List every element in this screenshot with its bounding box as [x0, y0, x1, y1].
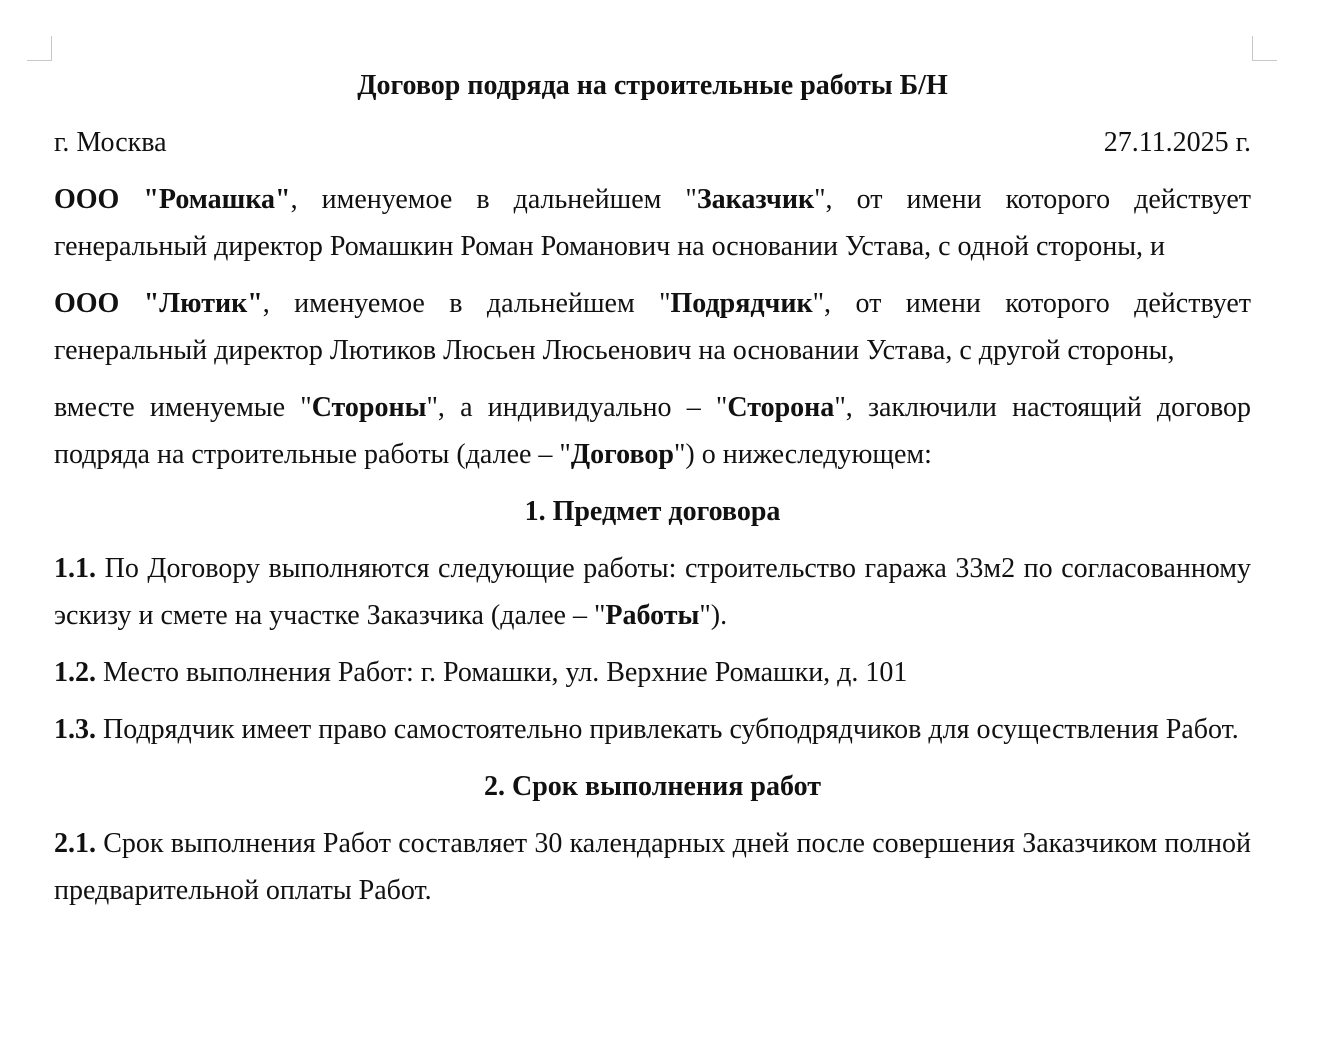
party-customer-paragraph [54, 176, 1251, 270]
document-date: 27.11.2025 г. [1103, 127, 1251, 158]
clause-1-3 [54, 706, 1251, 753]
clause-1-2-number: 1.2. [54, 657, 96, 688]
document-page[interactable] [54, 62, 1251, 924]
document-city: г. Москва [54, 127, 167, 158]
together-text-3: ", заключили настоящий договор подряда на строительные работы (далее – " [54, 392, 1251, 470]
together-text-2: ", а индивидуально – " [426, 392, 728, 423]
clause-1-1 [54, 545, 1251, 639]
together-text-4: ") о нижеследующем: [673, 439, 932, 470]
customer-text-1: , именуемое в дальнейшем " [290, 184, 697, 215]
page-corner-mark-left [27, 36, 52, 61]
clause-1-2 [54, 649, 1251, 696]
clause-2-1-text: Срок выполнения Работ составляет 30 календарных дней после совершения Заказчиком полной предварительной оплаты Работ. [54, 828, 1251, 906]
contractor-text-2: ", от имени которого действует генеральный директор Лютиков Люсьен Люсьенович на основании Устава, с другой стороны, [54, 288, 1252, 366]
clause-1-1-text-1: По Договору выполняются следующие работы: строительство гаража 33м2 по согласованному эскизу и смете на участке Заказчика (далее – " [54, 553, 1251, 631]
page-corner-mark-right [1252, 36, 1277, 61]
parties-together-paragraph [54, 384, 1251, 478]
clause-1-1-text-2: "). [699, 600, 728, 631]
contractor-text-1: , именуемое в дальнейшем " [262, 288, 671, 319]
contractor-name: ООО "Лютик" [54, 288, 263, 319]
term-works: Работы [605, 600, 700, 631]
customer-role: Заказчик [696, 184, 815, 215]
document-title: Договор подряда на строительные работы Б/Н [357, 70, 948, 101]
contractor-role: Подрядчик [670, 288, 813, 319]
customer-name: ООО "Ромашка" [54, 184, 291, 215]
clause-1-3-text: Подрядчик имеет право самостоятельно привлекать субподрядчиков для осуществления Работ. [96, 714, 1239, 745]
together-text-1: вместе именуемые " [54, 392, 312, 423]
section-2-heading: 2. Срок выполнения работ [484, 771, 821, 802]
party-contractor-paragraph [54, 280, 1251, 374]
term-contract: Договор [570, 439, 674, 470]
customer-text-2: ", от имени которого действует генеральный директор Ромашкин Роман Романович на основании Устава, с одной стороны, и [54, 184, 1252, 262]
clause-1-3-number: 1.3. [54, 714, 96, 745]
clause-1-2-text: Место выполнения Работ: г. Ромашки, ул. Верхние Ромашки, д. 101 [96, 657, 908, 688]
term-side: Сторона [727, 392, 835, 423]
city-date-line [54, 119, 1251, 166]
clause-1-1-number: 1.1. [54, 553, 96, 584]
section-1-heading: 1. Предмет договора [524, 496, 781, 527]
clause-2-1 [54, 820, 1251, 914]
clause-2-1-number: 2.1. [54, 828, 96, 859]
term-sides: Стороны [311, 392, 427, 423]
